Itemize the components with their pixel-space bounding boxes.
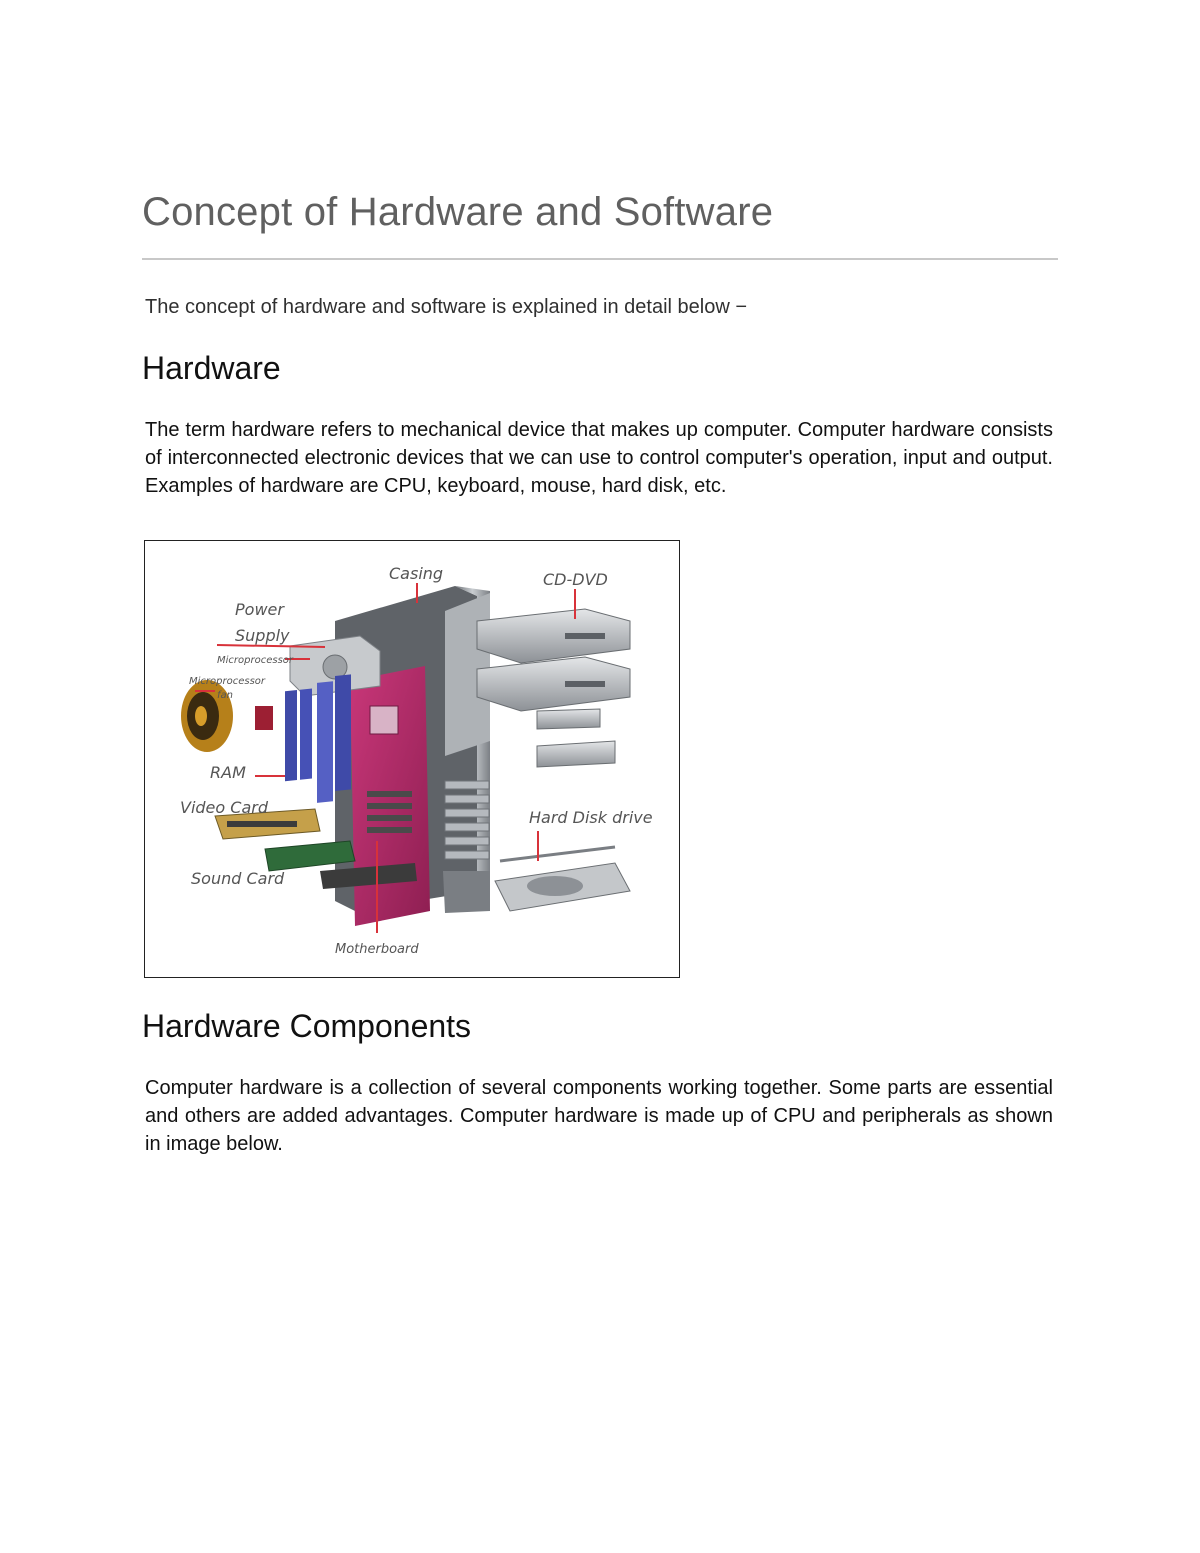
- page-title: Concept of Hardware and Software: [142, 190, 774, 234]
- label-microprocessor: Microprocessor: [217, 655, 294, 666]
- label-hard-disk-drive: Hard Disk drive: [529, 808, 653, 827]
- hardware-components-paragraph: Computer hardware is a collection of several components working together. Some parts are essential and others are added advantages. Computer hardware is made up of CPU and peripherals as shown in image below.: [145, 1077, 1053, 1155]
- label-microprocessor-fan-line2: fan: [217, 690, 233, 701]
- microprocessor-shape: [255, 706, 273, 730]
- motherboard-shape: [350, 666, 430, 926]
- label-motherboard: Motherboard: [335, 942, 419, 957]
- computer-hardware-figure: [144, 540, 680, 978]
- ram-shape: [285, 674, 351, 803]
- heading-hardware: Hardware: [142, 350, 281, 386]
- label-casing: Casing: [389, 564, 444, 583]
- hardware-paragraph: The term hardware refers to mechanical device that makes up computer. Computer hardware consists of interconnected electronic devices that we can use to control computer's operation, input and output. Examples of hardware are CPU, keyboard, mouse, hard disk, etc.: [145, 419, 1053, 497]
- label-microprocessor-fan-line1: Microprocessor: [189, 676, 266, 687]
- cd-dvd-shape: [477, 609, 630, 711]
- heading-hardware-components: Hardware Components: [142, 1008, 472, 1044]
- intro-paragraph: The concept of hardware and software is explained in detail below −: [145, 296, 748, 318]
- label-video-card: Video Card: [180, 798, 268, 817]
- label-ram: RAM: [210, 763, 246, 782]
- floppy-drive-shape: [537, 709, 615, 767]
- label-cd-dvd: CD-DVD: [543, 570, 608, 589]
- title-divider: [142, 258, 1058, 260]
- label-power-supply-line2: Supply: [235, 626, 290, 645]
- label-sound-card: Sound Card: [191, 869, 285, 888]
- label-power-supply-line1: Power: [235, 600, 284, 619]
- hard-disk-drive-shape: [495, 847, 630, 911]
- hardware-illustration: [145, 541, 679, 977]
